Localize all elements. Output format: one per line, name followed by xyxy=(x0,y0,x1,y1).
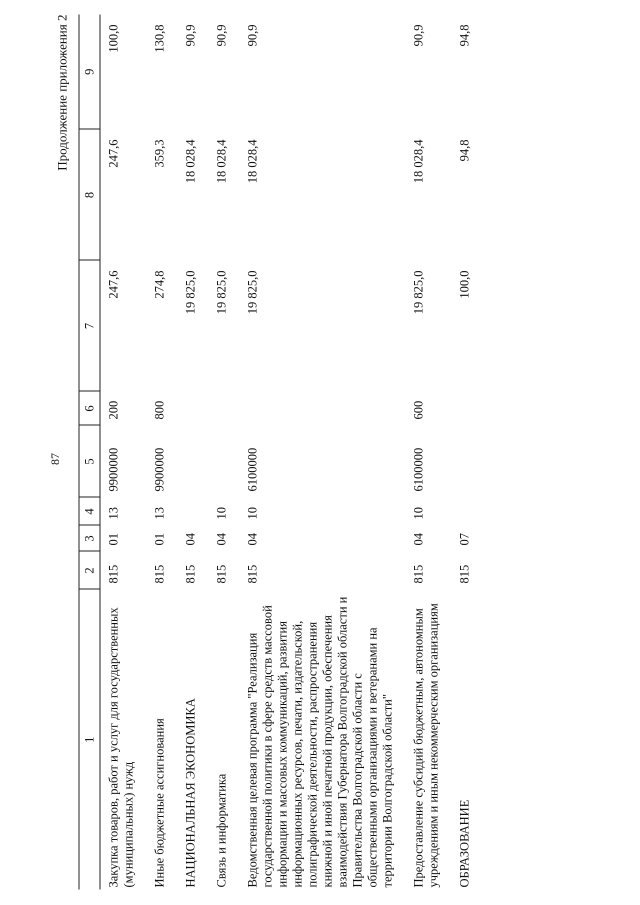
cell-c5 xyxy=(451,426,482,498)
col-header: 7 xyxy=(79,261,100,392)
cell-c3: 04 xyxy=(183,533,197,546)
row-name: НАЦИОНАЛЬНАЯ ЭКОНОМИКА xyxy=(183,698,197,888)
row-name: Ведомственная целевая программа "Реализация государственной политики в сфере средств массовой информации и массовых коммуникаций, развития информационных ресурсов, печати, издательской, полиграфической деятельности, распространения книжной и иной печатной продукции, обеспечения взаимодействия Губернатора Волгоградской области и Правительства Волгоградской области с общественными организациями и ветеранами на территории Волгоградской области" xyxy=(245,596,394,888)
cell-c5 xyxy=(177,426,208,498)
cell-c9: 90,9 xyxy=(183,24,197,47)
col-header: 5 xyxy=(79,426,100,498)
table-row xyxy=(146,15,177,890)
cell-c7: 19 825,0 xyxy=(214,270,228,315)
cell-c8: 94,8 xyxy=(457,139,471,162)
continuation-caption: Продолжение приложения 2 xyxy=(54,14,69,171)
cell-c4: 10 xyxy=(245,507,259,520)
cell-c8: 18 028,4 xyxy=(214,139,228,184)
table-row xyxy=(239,15,405,890)
row-name: Иные бюджетные ассигнования xyxy=(152,718,166,888)
cell-c2: 815 xyxy=(183,564,197,584)
cell-c9: 130,8 xyxy=(152,24,166,53)
cell-c7: 100,0 xyxy=(457,270,471,299)
col-header: 2 xyxy=(79,552,100,590)
cell-c6: 200 xyxy=(106,400,120,420)
cell-c3: 04 xyxy=(411,533,425,546)
cell-c4: 10 xyxy=(411,507,425,520)
cell-c3: 01 xyxy=(106,533,120,546)
page-number: 87 xyxy=(48,453,62,465)
cell-c9: 90,9 xyxy=(214,24,228,47)
table-row xyxy=(100,15,147,890)
cell-c9: 94,8 xyxy=(457,24,471,47)
col-header: 3 xyxy=(79,526,100,552)
header-row xyxy=(79,15,100,890)
col-header: 1 xyxy=(79,590,100,890)
cell-c7: 274,8 xyxy=(152,270,166,299)
rotated-page-content xyxy=(50,15,610,890)
cell-c3: 07 xyxy=(457,533,471,546)
col-header: 8 xyxy=(79,130,100,261)
cell-c8: 18 028,4 xyxy=(183,139,197,184)
cell-c2: 815 xyxy=(152,564,166,584)
cell-c8: 247,6 xyxy=(106,139,120,168)
table-row xyxy=(208,15,239,890)
cell-c7: 19 825,0 xyxy=(411,270,425,315)
table-row xyxy=(177,15,208,890)
cell-c5: 9900000 xyxy=(152,447,166,492)
cell-c6: 800 xyxy=(152,400,166,420)
col-header: 6 xyxy=(79,392,100,426)
cell-c8: 359,3 xyxy=(152,139,166,168)
cell-c3: 01 xyxy=(152,533,166,546)
cell-c5: 9900000 xyxy=(106,447,120,492)
cell-c5 xyxy=(208,426,239,498)
cell-c6 xyxy=(208,392,239,426)
table-row xyxy=(405,15,451,890)
cell-c9: 100,0 xyxy=(106,24,120,53)
row-name: Связь и информатика xyxy=(214,773,228,888)
cell-c8: 18 028,4 xyxy=(411,139,425,184)
cell-c2: 815 xyxy=(214,564,228,584)
col-header: 4 xyxy=(79,498,100,526)
cell-c7: 247,6 xyxy=(106,270,120,299)
cell-c8: 18 028,4 xyxy=(245,139,259,184)
cell-c4 xyxy=(451,498,482,526)
table-row xyxy=(451,15,482,890)
cell-c2: 815 xyxy=(457,564,471,584)
cell-c9: 90,9 xyxy=(411,24,425,47)
cell-c6: 600 xyxy=(411,400,425,420)
cell-c6 xyxy=(239,392,405,426)
col-header: 9 xyxy=(79,15,100,130)
cell-c7: 19 825,0 xyxy=(183,270,197,315)
budget-table xyxy=(78,15,482,890)
row-name: ОБРАЗОВАНИЕ xyxy=(457,799,471,888)
row-name: Закупка товаров, работ и услуг для государственных (муниципальных) нужд xyxy=(106,607,135,888)
cell-c3: 04 xyxy=(214,533,228,546)
cell-c2: 815 xyxy=(411,564,425,584)
cell-c6 xyxy=(451,392,482,426)
cell-c2: 815 xyxy=(245,564,259,584)
cell-c4: 13 xyxy=(106,507,120,520)
cell-c5: 6100000 xyxy=(245,447,259,492)
row-name: Предоставление субсидий бюджетным, автономным учреждениям и иным некоммерческим организациям xyxy=(411,603,440,888)
cell-c2: 815 xyxy=(106,564,120,584)
cell-c4: 10 xyxy=(214,507,228,520)
cell-c4 xyxy=(177,498,208,526)
cell-c7: 19 825,0 xyxy=(245,270,259,315)
cell-c5: 6100000 xyxy=(411,447,425,492)
cell-c4: 13 xyxy=(152,507,166,520)
cell-c9: 90,9 xyxy=(245,24,259,47)
cell-c3: 04 xyxy=(245,533,259,546)
cell-c6 xyxy=(177,392,208,426)
